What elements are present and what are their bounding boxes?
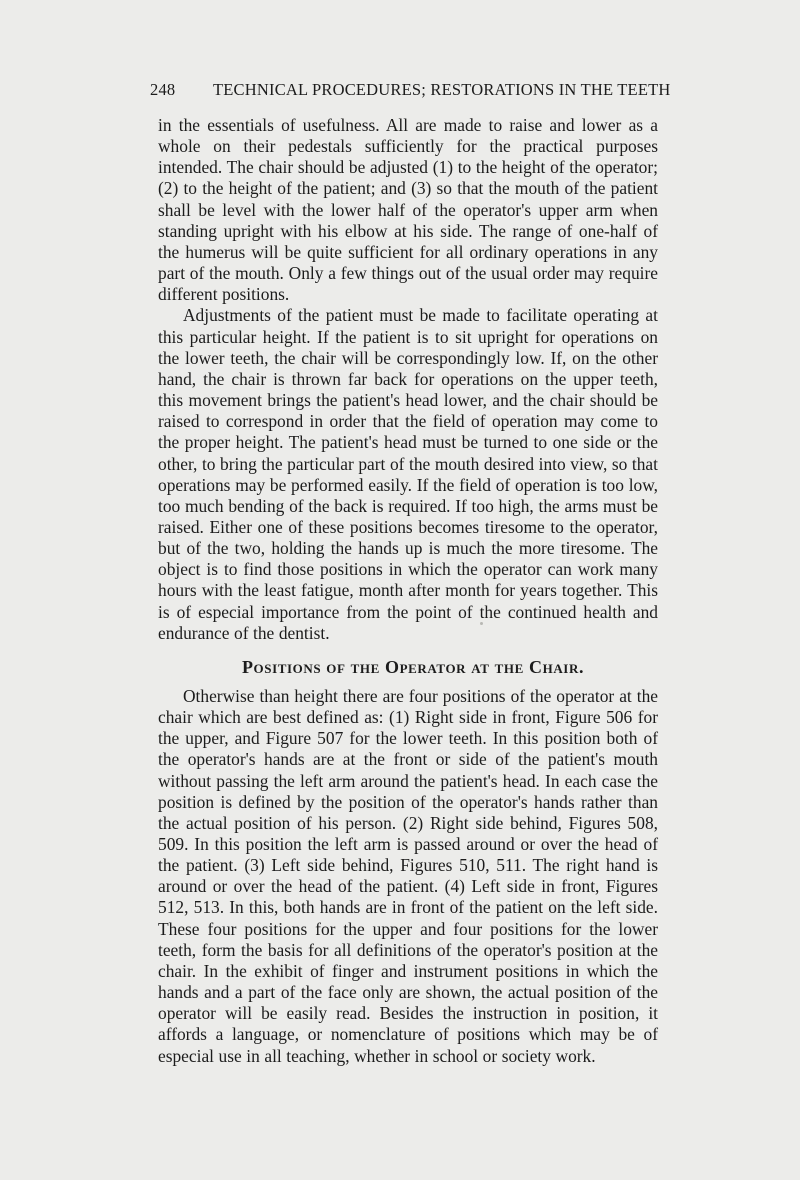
section-heading: Positions of the Operator at the Chair. [241,656,585,677]
body-text [158,115,658,1067]
running-title: TECHNICAL PROCEDURES; RESTORATIONS IN THE TEETH [213,80,671,99]
paragraph-positions: Otherwise than height there are four positions of the operator at the chair which are best defined as: (1) Right side in front, Figure 506 for the upper, and Figure 507 for the lower teeth. In this position both of the operator's hands are at the front or side of the patient's mouth without passing the left arm around the patient's head. In each case the position is defined by the position of the operator's hands rather than the actual position of his person. (2) Right side behind, Figures 508, 509. In this position the left arm is passed around or over the head of the patient. (3) Left side behind, Figures 510, 511. The right hand is around or over the head of the patient. (4) Left side in front, Figures 512, 513. In this, both hands are in front of the patient on the left side. These four positions for the upper and four positions for the lower teeth, form the basis for all definitions of the operator's position at the chair. In the exhibit of finger and instrument positions in which the hands and a part of the face only are shown, the actual position of the operator will be easily read. Besides the instruction in position, it affords a language, or nomenclature of positions which may be of especial use in all teaching, whether in school or society work. [158,685,658,1066]
paragraph-continued: in the essentials of usefulness. All are made to raise and lower as a whole on their pedestals sufficiently for the practical purposes intended. The chair should be adjusted (1) to the height of the operator; (2) to the height of the patient; and (3) so that the mouth of the patient shall be level with the lower half of the operator's upper arm when standing upright with his elbow at his side. The range of one-half of the humerus will be quite sufficient for all ordinary operations in any part of the mouth. Only a few things out of the usual order may require different positions. [158,115,658,305]
running-header [150,80,671,100]
paragraph-adjustments: Adjustments of the patient must be made to facilitate operating at this particular height. If the patient is to sit upright for operations on the lower teeth, the chair will be correspondingly low. If, on the other hand, the chair is thrown far back for operations on the upper teeth, this movement brings the patient's head lower, and the chair should be raised to correspond in order that the field of operation may come to the proper height. The patient's head must be turned to one side or the other, to bring the particular part of the mouth desired into view, so that operations may be performed easily. If the field of operation is too low, too much bending of the back is required. If too high, the arms must be raised. Either one of these positions becomes tiresome to the operator, but of the two, holding the hands up is much the more tiresome. The object is to find those positions in which the operator can work many hours with the least fatigue, month after month for years together. This is of especial importance from the point of the continued health and endurance of the dentist. [158,305,658,643]
page-number: 248 [150,80,176,99]
paper-speck [480,622,483,625]
